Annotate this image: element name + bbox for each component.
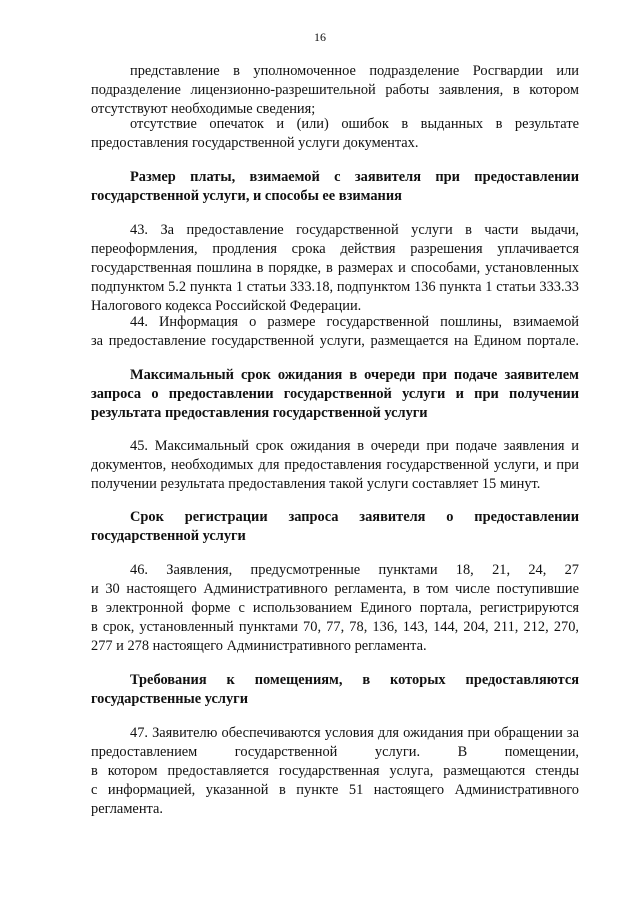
section-heading: государственные услуги	[91, 691, 248, 707]
text-line: 45. Максимальный срок ожидания в очереди при подаче заявления и	[130, 438, 579, 454]
text-line: подразделение лицензионно-разрешительной работы заявления, в котором	[91, 82, 579, 98]
text-line: в котором предоставляется государственная услуга, размещаются стенды	[91, 763, 579, 779]
section-heading: Срок регистрации запроса заявителя о предоставлении	[130, 509, 579, 525]
text-line: Налогового кодекса Российской Федерации.	[91, 298, 362, 314]
text-line: документов, необходимых для предоставления государственной услуги, и при	[91, 457, 579, 473]
text-line: и 30 настоящего Административного регламента, в том числе поступившие	[91, 581, 579, 597]
text-line: государственная пошлина в порядке, в размерах и способами, установленных	[91, 260, 579, 276]
text-line: предоставления государственной услуги документах.	[91, 135, 419, 151]
section-heading: государственной услуги, и способы ее взимания	[91, 188, 402, 204]
text-line: получении результата предоставления такой услуги составляет 15 минут.	[91, 476, 541, 492]
section-heading: запроса о предоставлении государственной услуги и при получении	[91, 386, 579, 402]
text-line: представление в уполномоченное подразделение Росгвардии или	[130, 63, 579, 79]
text-line: предоставлением государственной услуги. В помещении,	[91, 744, 579, 760]
text-line: отсутствуют необходимые сведения;	[91, 101, 316, 117]
text-line: в электронной форме с использованием Единого портала, регистрируются	[91, 600, 579, 616]
text-line: 44. Информация о размере государственной пошлины, взимаемой	[130, 314, 579, 330]
page-number: 16	[314, 30, 326, 44]
text-line: с информацией, указанной в пункте 51 настоящего Административного	[91, 782, 579, 798]
text-line: в срок, установленный пунктами 70, 77, 78, 136, 143, 144, 204, 211, 212, 270,	[91, 619, 579, 635]
section-heading: государственной услуги	[91, 528, 246, 544]
text-line: регламента.	[91, 801, 163, 817]
text-line: за предоставление государственной услуги, размещается на Едином портале.	[91, 333, 579, 349]
section-heading: Максимальный срок ожидания в очереди при подаче заявителем	[130, 367, 579, 383]
section-heading: Размер платы, взимаемой с заявителя при предоставлении	[130, 169, 579, 185]
section-heading: Требования к помещениям, в которых предоставляются	[130, 672, 579, 688]
text-line: 47. Заявителю обеспечиваются условия для ожидания при обращении за	[130, 725, 579, 741]
text-line: 46. Заявления, предусмотренные пунктами 18, 21, 24, 27	[130, 562, 579, 578]
text-line: 43. За предоставление государственной услуги в части выдачи,	[130, 222, 579, 238]
text-line: переоформления, продления срока действия разрешения уплачивается	[91, 241, 579, 257]
text-line: 277 и 278 настоящего Административного регламента.	[91, 638, 427, 654]
section-heading: результата предоставления государственной услуги	[91, 405, 428, 421]
text-line: отсутствие опечаток и (или) ошибок в выданных в результате	[130, 116, 579, 132]
text-line: подпунктом 5.2 пункта 1 статьи 333.18, подпунктом 136 пункта 1 статьи 333.33	[91, 279, 579, 295]
